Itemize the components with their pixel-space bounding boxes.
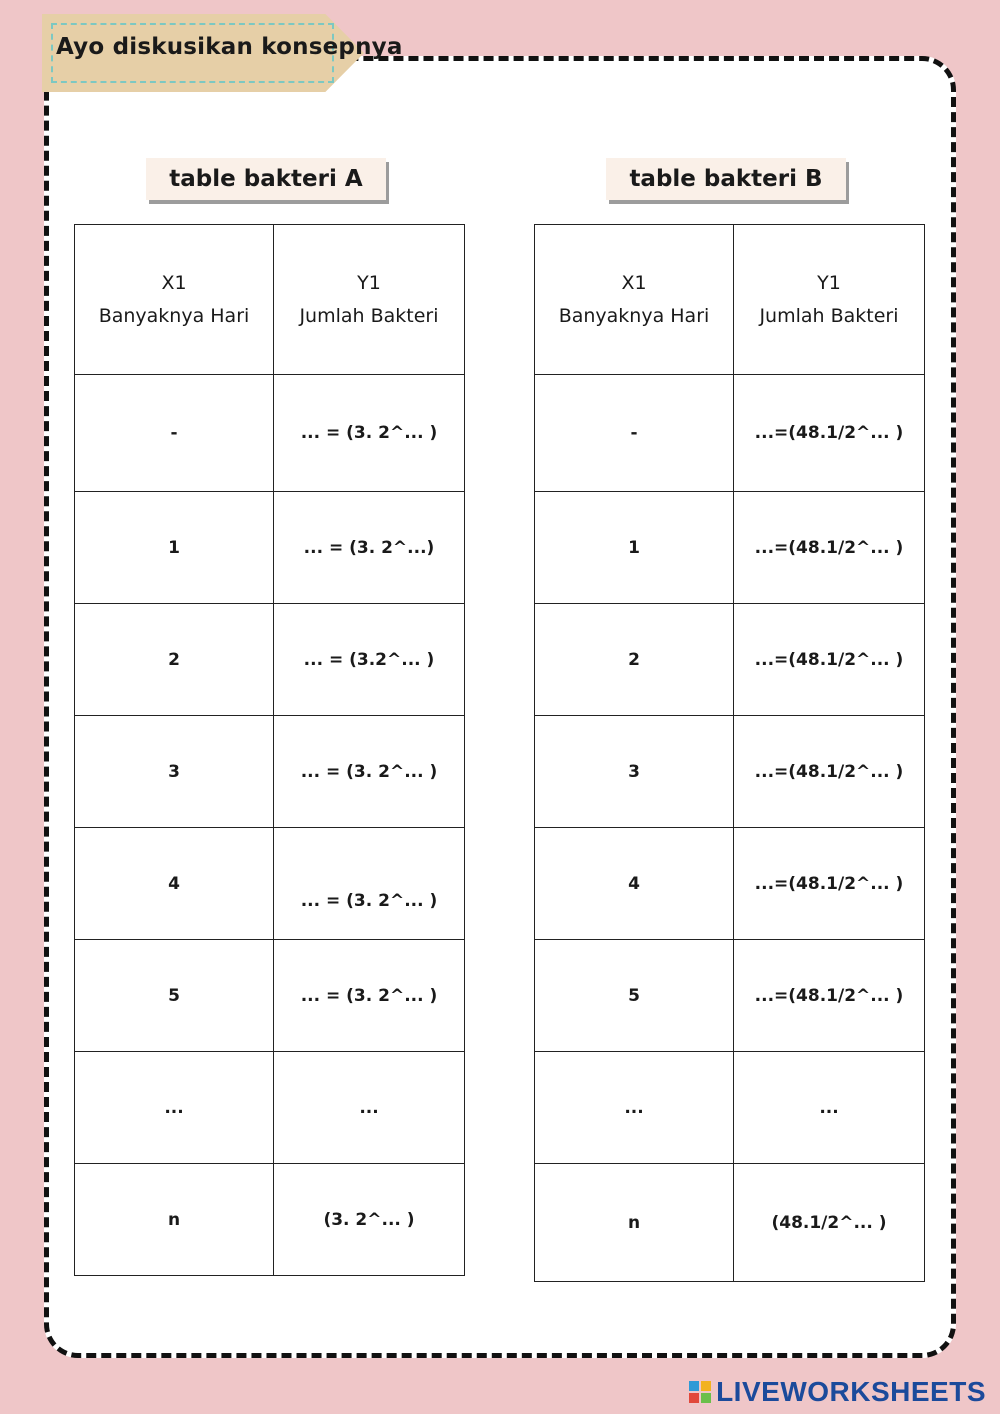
cell-x: - — [535, 375, 734, 492]
cell-x: 5 — [535, 940, 734, 1052]
logo-square — [689, 1393, 699, 1403]
cell-x: 4 — [535, 828, 734, 940]
cell-x: 2 — [535, 604, 734, 716]
cell-y: ...=(48.1/2^... ) — [734, 492, 925, 604]
col-header-x: X1 Banyaknya Hari — [535, 225, 734, 375]
table-b-header-row — [535, 225, 925, 375]
table-b-label: table bakteri B — [606, 158, 846, 200]
cell-x: ... — [75, 1052, 274, 1164]
table-bakteri-b — [534, 224, 925, 1282]
logo-icon — [689, 1381, 711, 1403]
table-row — [535, 940, 925, 1052]
cell-x: 4 — [75, 828, 274, 940]
cell-x: n — [75, 1164, 274, 1276]
table-row — [535, 492, 925, 604]
cell-y: ...=(48.1/2^... ) — [734, 828, 925, 940]
cell-y: (3. 2^... ) — [274, 1164, 465, 1276]
cell-x: ... — [535, 1052, 734, 1164]
logo-square — [701, 1393, 711, 1403]
table-row — [75, 828, 465, 940]
table-row — [75, 604, 465, 716]
table-a-label: table bakteri A — [146, 158, 386, 200]
table-bakteri-a — [74, 224, 465, 1276]
table-row — [535, 375, 925, 492]
cell-y: ...=(48.1/2^... ) — [734, 604, 925, 716]
cell-y: ... = (3. 2^... ) — [274, 940, 465, 1052]
table-row — [535, 1052, 925, 1164]
cell-y: ... = (3. 2^...) — [274, 492, 465, 604]
cell-x: 5 — [75, 940, 274, 1052]
cell-x: 3 — [75, 716, 274, 828]
col-header-y: Y1 Jumlah Bakteri — [734, 225, 925, 375]
cell-y: ... — [274, 1052, 465, 1164]
table-row — [535, 604, 925, 716]
cell-y: ...=(48.1/2^... ) — [734, 716, 925, 828]
cell-y: ...=(48.1/2^... ) — [734, 940, 925, 1052]
table-row — [535, 716, 925, 828]
table-row — [75, 940, 465, 1052]
table-row — [535, 828, 925, 940]
logo-text: LIVEWORKSHEETS — [716, 1376, 986, 1407]
cell-y: (48.1/2^... ) — [734, 1164, 925, 1282]
cell-x: 2 — [75, 604, 274, 716]
table-row — [75, 1164, 465, 1276]
logo-square — [689, 1381, 699, 1391]
cell-x: - — [75, 375, 274, 492]
cell-y: ... = (3. 2^... ) — [274, 716, 465, 828]
cell-y: ...=(48.1/2^... ) — [734, 375, 925, 492]
table-row — [75, 375, 465, 492]
cell-y: ... — [734, 1052, 925, 1164]
table-row — [75, 716, 465, 828]
table-row — [75, 1052, 465, 1164]
cell-y: ... = (3.2^... ) — [274, 604, 465, 716]
cell-x: 1 — [535, 492, 734, 604]
table-row — [75, 492, 465, 604]
cell-x: n — [535, 1164, 734, 1282]
cell-x: 1 — [75, 492, 274, 604]
liveworksheets-logo[interactable] — [689, 1376, 986, 1408]
cell-y: ... = (3. 2^... ) — [274, 375, 465, 492]
logo-square — [701, 1381, 711, 1391]
col-header-x: X1 Banyaknya Hari — [75, 225, 274, 375]
cell-y: ... = (3. 2^... ) — [274, 828, 465, 940]
cell-x: 3 — [535, 716, 734, 828]
page-title: Ayo diskusikan konsepnya — [56, 34, 403, 60]
col-header-y: Y1 Jumlah Bakteri — [274, 225, 465, 375]
table-row — [535, 1164, 925, 1282]
table-a-header-row — [75, 225, 465, 375]
